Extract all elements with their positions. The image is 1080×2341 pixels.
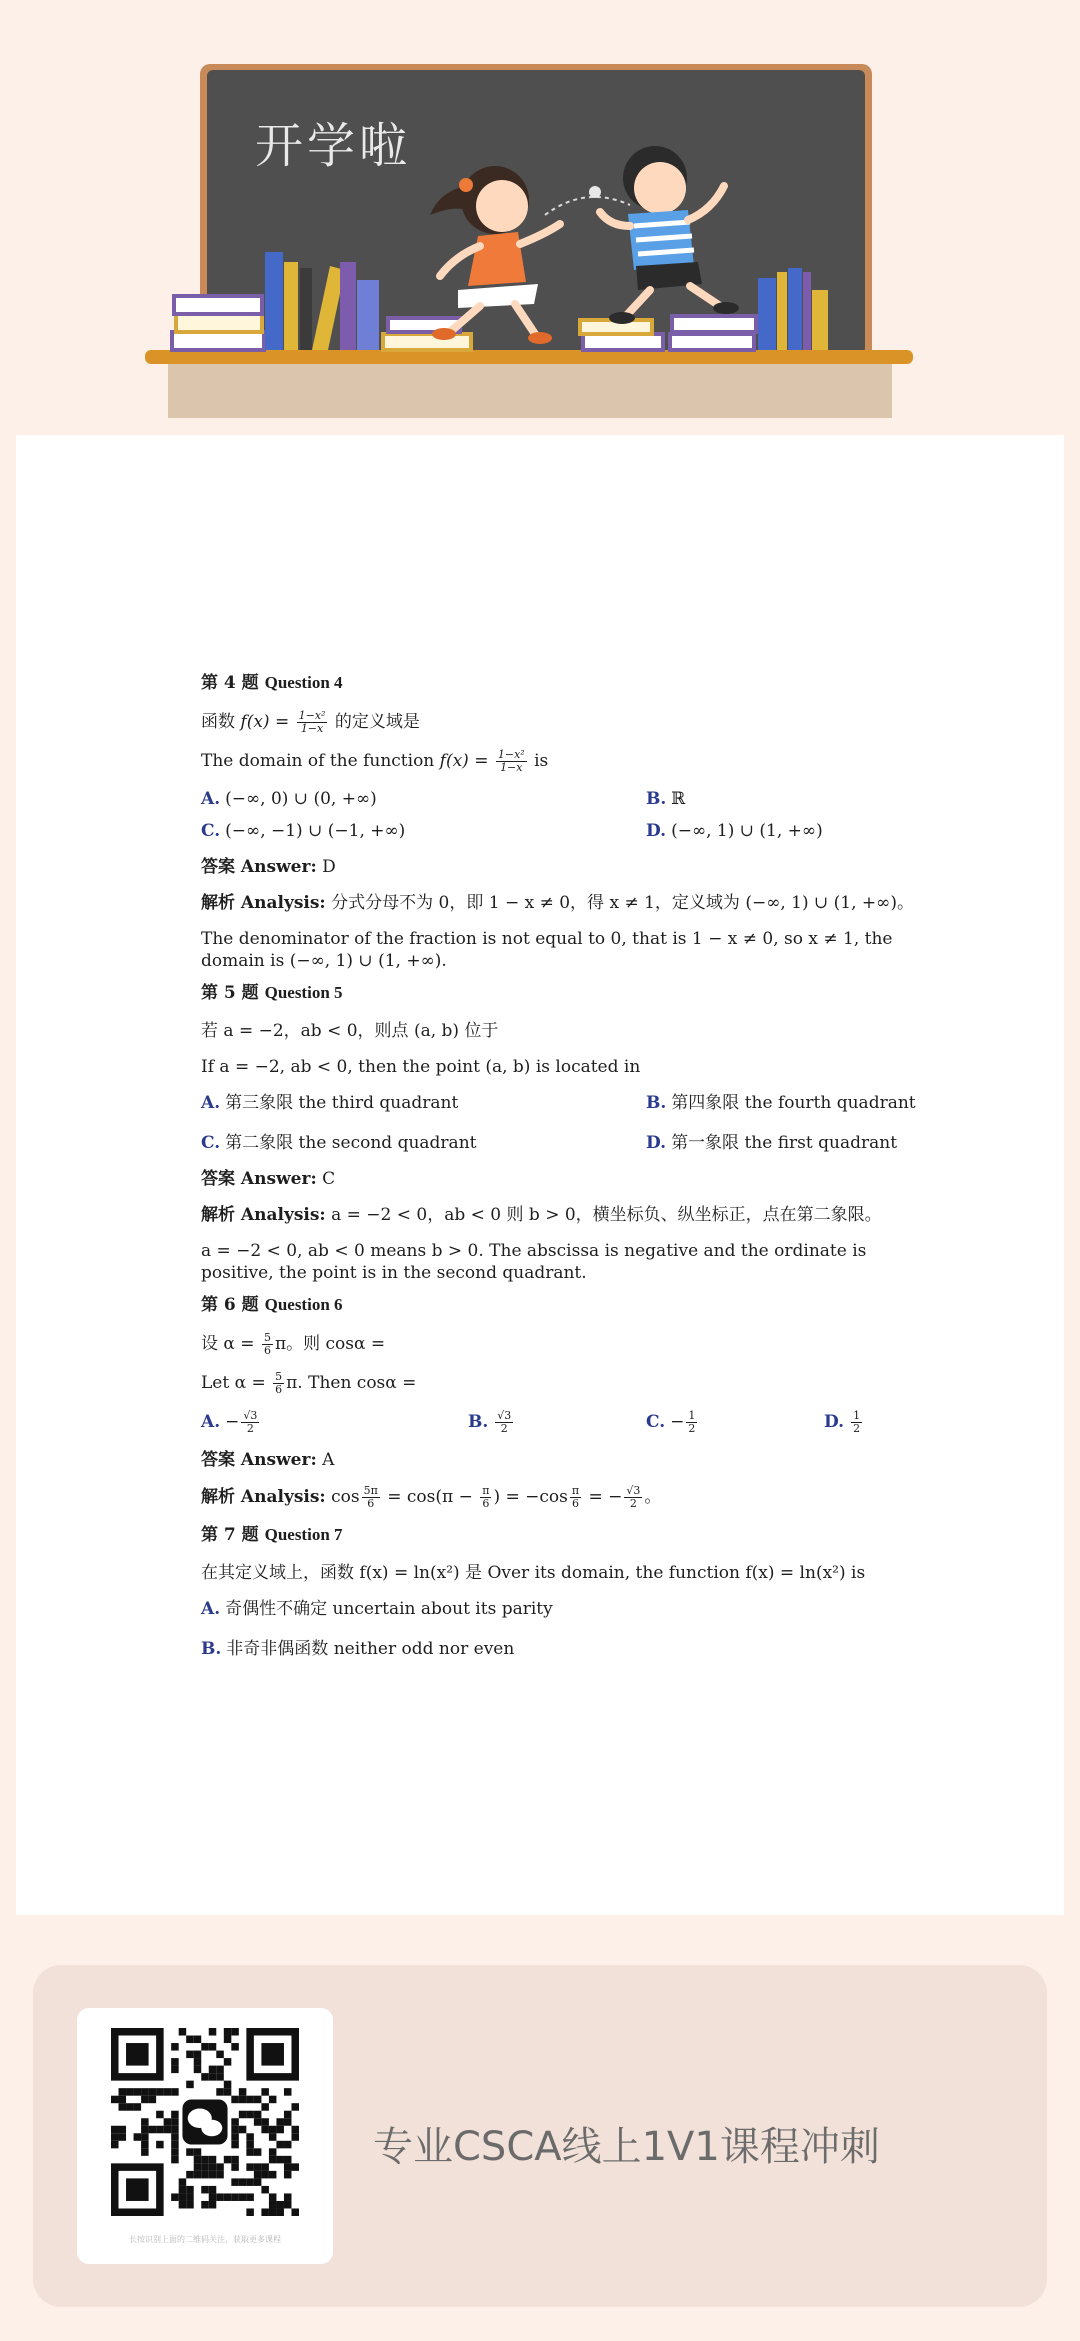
question-5-options <box>201 1092 941 1154</box>
question-4-analysis-cn: 解析 Analysis: 分式分母不为 0，即 1 − x ≠ 0，得 x ≠ 1，定义域为 (−∞, 1) ∪ (1, +∞)。 <box>201 893 914 913</box>
question-7-title: 第 7 题 Question 7 <box>201 1525 343 1545</box>
fraction: $\frac{\text{1−x²}}{1-x}$ <box>298 709 326 735</box>
banner-illustration <box>0 0 1080 430</box>
qr-finder-pattern <box>246 2028 299 2081</box>
question-4-stem-cn: 函数 f(x) = $\frac{\text{1−x²}}{1-x}$ 的定义域是 <box>201 709 420 735</box>
document-card <box>16 435 1064 1915</box>
question-5-analysis-cn: 解析 Analysis: a = −2 < 0，ab < 0 则 b > 0，横坐标负、纵坐标正，点在第二象限。 <box>201 1205 882 1225</box>
question-5-stem-en: If a = −2, ab < 0, then the point (a, b) is located in <box>201 1057 641 1077</box>
promo-footer <box>33 1965 1047 2307</box>
option-a[interactable]: A. (−∞, 0) ∪ (0, +∞) <box>201 789 377 809</box>
question-6-analysis: 解析 Analysis: cos $\frac{5\pi}{6}$ = cos(π − $\frac{\pi}{6}$ ) = −cos $\frac{\pi}{6}$ = − $\frac{√3}{2}$ 。 <box>201 1484 662 1510</box>
promo-slogan: 专业CSCA线上1V1课程冲刺 <box>373 2124 880 2170</box>
option-c[interactable]: C. 第二象限 the second quadrant <box>201 1133 477 1153</box>
option-a[interactable]: A. 第三象限 the third quadrant <box>201 1093 459 1113</box>
question-4-stem-en: The domain of the function f(x) = $\frac{\text{1−x²}}{1-x}$ is <box>201 748 549 774</box>
question-6-title: 第 6 题 Question 6 <box>201 1295 343 1315</box>
question-4-title-cn: 第 4 题 <box>201 673 259 693</box>
option-d[interactable]: D. (−∞, 1) ∪ (1, +∞) <box>646 821 823 841</box>
question-5-stem-cn: 若 a = −2，ab < 0，则点 (a, b) 位于 <box>201 1021 499 1041</box>
question-6-stem-cn: 设 α = $\frac{5}{6}$ π。则 cosα = <box>201 1331 386 1357</box>
question-6-options <box>201 1410 941 1435</box>
question-5 <box>201 982 941 1284</box>
desk <box>168 360 892 418</box>
question-5-analysis-en: a = −2 < 0, ab < 0 means b > 0. The abscissa is negative and the ordinate is positive, the point is in the second quadrant. <box>201 1241 867 1283</box>
question-7 <box>201 1524 941 1660</box>
option-d[interactable]: D. 第一象限 the first quadrant <box>646 1133 898 1153</box>
question-6-answer: 答案 Answer: A <box>201 1450 335 1470</box>
qr-caption: 长按识别上面的二维码关注，获取更多课程 <box>129 2235 281 2244</box>
question-4-options <box>201 788 941 842</box>
question-4-title-en: Question 4 <box>264 673 343 692</box>
question-7-stem: 在其定义域上，函数 f(x) = ln(x²) 是 Over its domain, the function f(x) = ln(x²) is <box>201 1563 866 1583</box>
option-a[interactable]: A. 奇偶性不确定 uncertain about its parity <box>201 1599 553 1619</box>
option-b[interactable]: B. $\frac{√3}{2}$ <box>468 1409 512 1435</box>
question-4-analysis-en: The denominator of the fraction is not equal to 0, that is 1 − x ≠ 0, so x ≠ 1, the domain is (−∞, 1) ∪ (1, +∞). <box>201 929 893 971</box>
option-b[interactable]: B. ℝ <box>646 789 686 809</box>
chalk-ledge <box>145 350 913 364</box>
fraction: $\frac{\text{1−x²}}{1-x}$ <box>497 748 525 774</box>
question-6 <box>201 1294 941 1510</box>
option-c[interactable]: C. − $\frac{1}{2}$ <box>646 1409 696 1435</box>
question-4 <box>201 672 941 972</box>
question-4-answer: 答案 Answer: D <box>201 857 336 877</box>
question-5-title: 第 5 题 Question 5 <box>201 983 343 1003</box>
question-5-answer: 答案 Answer: C <box>201 1169 336 1189</box>
qr-code-card[interactable] <box>77 2008 333 2264</box>
qr-code[interactable] <box>111 2028 299 2216</box>
question-6-stem-en: Let α = $\frac{5}{6}$ π. Then cosα = <box>201 1370 417 1396</box>
question-4-title <box>201 672 941 694</box>
chalkboard-title: 开学啦 <box>255 118 412 174</box>
option-a[interactable]: A. − $\frac{√3}{2}$ <box>201 1409 258 1435</box>
option-b[interactable]: B. 第四象限 the fourth quadrant <box>646 1093 916 1113</box>
option-b[interactable]: B. 非奇非偶函数 neither odd nor even <box>201 1639 515 1659</box>
option-c[interactable]: C. (−∞, −1) ∪ (−1, +∞) <box>201 821 406 841</box>
option-d[interactable]: D. $\frac{1}{2}$ <box>824 1409 861 1435</box>
qr-finder-pattern <box>111 2028 164 2081</box>
qr-finder-pattern <box>111 2163 164 2216</box>
question-document <box>201 672 941 1674</box>
